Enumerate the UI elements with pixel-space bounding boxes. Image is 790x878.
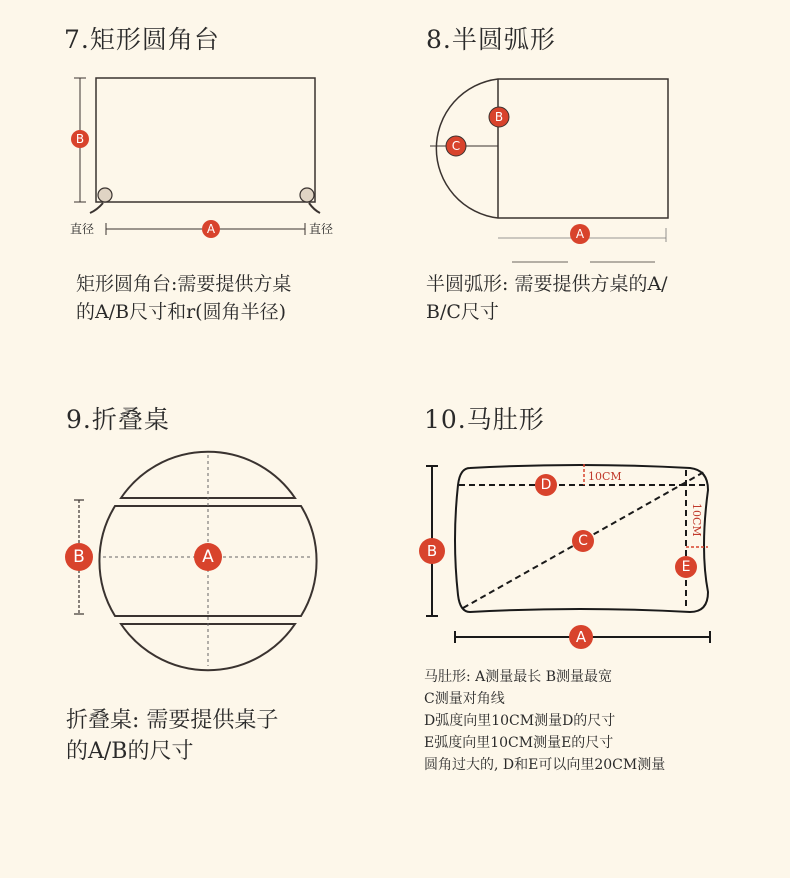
rect-corner-radius-left: [98, 188, 112, 202]
horse-note-2: C测量对角线: [424, 691, 505, 707]
semicircle-desc-line1: 半圆弧形: 需要提供方桌的A/: [426, 273, 668, 295]
rect-label-a: A: [206, 222, 216, 236]
horse-label-a: A: [575, 628, 587, 646]
horse-right-offset-label: 10CM: [690, 503, 703, 537]
rect-diameter-right: 直径: [309, 222, 334, 236]
horse-belly-table-title: 10.马肚形: [424, 405, 545, 434]
horse-label-d: D: [540, 477, 552, 493]
rect-table-diagram: [74, 78, 320, 235]
rect-desc-line2: 的A/B尺寸和r(圆角半径): [76, 301, 286, 323]
rect-table-outline: [96, 78, 315, 202]
horse-note-3: D弧度向里10CM测量D的尺寸: [424, 713, 616, 729]
semicircle-table-title: 8.半圆弧形: [426, 25, 556, 54]
horse-label-c: C: [578, 533, 588, 549]
rect-table-title: 7.矩形圆角台: [64, 25, 220, 54]
semicircle-label-a: A: [575, 227, 585, 241]
horse-label-b: B: [426, 542, 438, 560]
folding-desc-line1: 折叠桌: 需要提供桌子: [66, 708, 279, 733]
horse-top-offset-label: 10CM: [588, 470, 622, 483]
rect-desc-line1: 矩形圆角台:需要提供方桌: [76, 273, 292, 295]
semicircle-outline: [436, 79, 668, 218]
folding-table-title: 9.折叠桌: [66, 405, 170, 434]
folding-label-a: A: [202, 547, 214, 567]
horse-note-4: E弧度向里10CM测量E的尺寸: [424, 735, 614, 751]
horse-belly-diagram: [426, 464, 710, 643]
horse-note-1: 马肚形: A测量最长 B测量最宽: [424, 669, 613, 685]
semicircle-label-b: B: [494, 110, 504, 124]
semicircle-label-c: C: [451, 139, 461, 153]
horse-note-5: 圆角过大的, D和E可以向里20CM测量: [424, 757, 666, 773]
rect-corner-radius-right: [300, 188, 314, 202]
semicircle-table-diagram: [430, 79, 668, 262]
semicircle-desc-line2: B/C尺寸: [426, 301, 499, 323]
folding-label-b: B: [73, 547, 85, 567]
folding-desc-line2: 的A/B的尺寸: [66, 739, 194, 764]
rect-diameter-left: 直径: [70, 222, 95, 236]
horse-label-e: E: [681, 559, 691, 575]
rect-label-b: B: [75, 132, 85, 146]
